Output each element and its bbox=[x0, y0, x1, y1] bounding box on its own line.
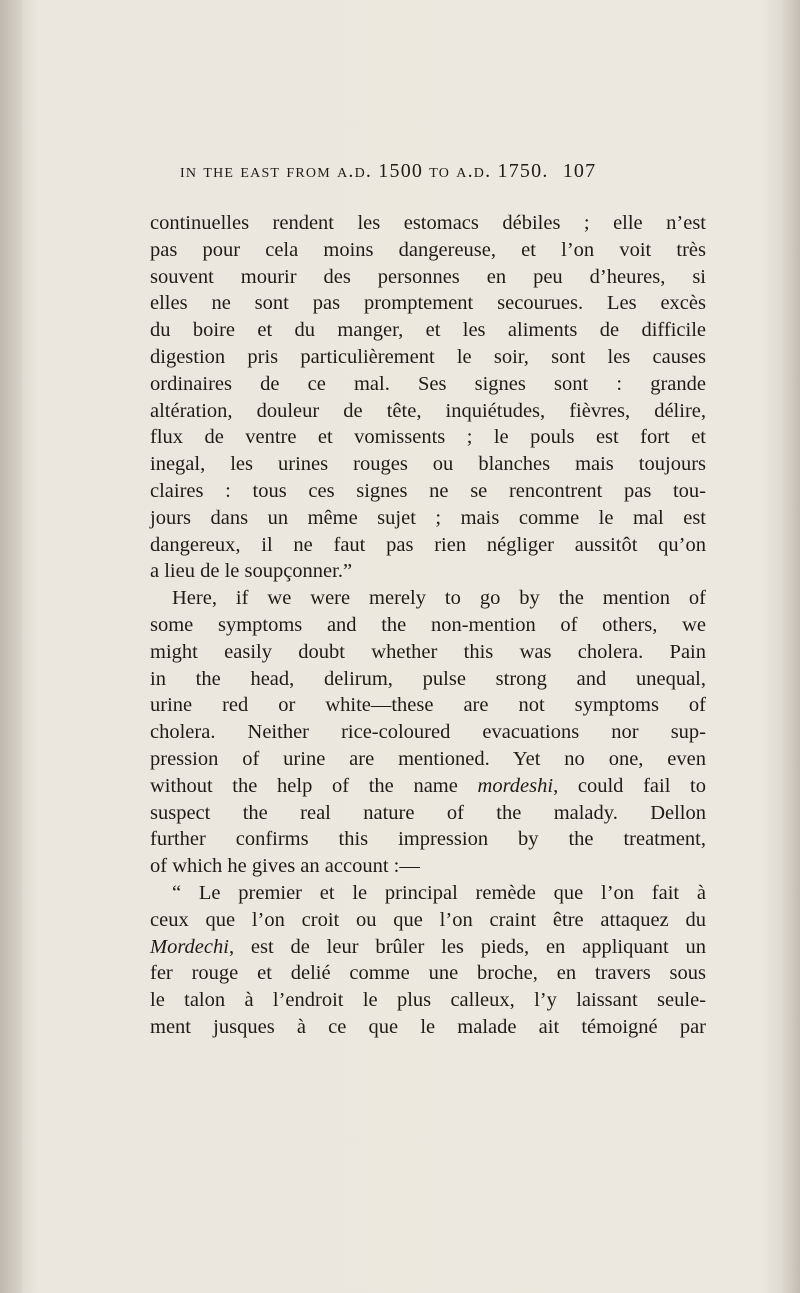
text-line: souvent mourir des personnes en peu d’heures, si bbox=[150, 265, 706, 288]
text-line: digestion pris particulièrement le soir, sont les causes bbox=[150, 345, 706, 368]
text-line: might easily doubt whether this was cholera. Pain bbox=[150, 640, 706, 663]
text-line: fer rouge et delié comme une broche, en travers sous bbox=[150, 962, 706, 985]
text-line: a lieu de le soupçonner.” bbox=[150, 560, 353, 583]
text-line: suspect the real nature of the malady. Dellon bbox=[150, 801, 706, 824]
text-line: ceux que l’on croit ou que l’on craint être attaquez du bbox=[150, 908, 706, 931]
text-line: pas pour cela moins dangereuse, et l’on voit très bbox=[150, 238, 706, 261]
text-line: Here, if we were merely to go by the mention of bbox=[172, 587, 706, 610]
running-head-title: in the east from a.d. 1500 to a.d. 1750. bbox=[180, 160, 549, 182]
text-line: further confirms this impression by the treatment, bbox=[150, 828, 706, 851]
page-gutter-left bbox=[0, 0, 22, 1293]
text-line: continuelles rendent les estomacs débiles ; elle n’est bbox=[150, 212, 706, 234]
text-line: urine red or white—these are not symptoms of bbox=[150, 694, 706, 717]
text-line: du boire et du manger, et les aliments de difficile bbox=[150, 319, 706, 342]
body-text bbox=[150, 210, 706, 1041]
text-line: Mordechi, est de leur brûler les pieds, en appliquant un bbox=[150, 935, 706, 958]
page-edge-right bbox=[782, 0, 800, 1293]
text-line: jours dans un même sujet ; mais comme le mal est bbox=[150, 506, 706, 529]
text-line: ment jusques à ce que le malade ait témoigné par bbox=[150, 1015, 706, 1038]
text-line: ordinaires de ce mal. Ses signes sont : grande bbox=[150, 372, 706, 395]
text-line: cholera. Neither rice-coloured evacuations nor sup- bbox=[150, 721, 706, 744]
text-line: some symptoms and the non-mention of others, we bbox=[150, 613, 706, 636]
running-head bbox=[180, 160, 700, 183]
text-line: inegal, les urines rouges ou blanches mais toujours bbox=[150, 453, 706, 476]
text-line: elles ne sont pas promptement secourues. Les excès bbox=[150, 292, 706, 315]
text-line: of which he gives an account :— bbox=[150, 855, 420, 878]
text-line: flux de ventre et vomissents ; le pouls est fort et bbox=[150, 426, 706, 449]
text-line: altération, douleur de tête, inquiétudes, fièvres, délire, bbox=[150, 399, 706, 422]
text-line: in the head, delirum, pulse strong and unequal, bbox=[150, 667, 706, 690]
text-line: dangereux, il ne faut pas rien négliger aussitôt qu’on bbox=[150, 533, 706, 556]
text-line: pression of urine are mentioned. Yet no one, even bbox=[150, 747, 706, 770]
page-number: 107 bbox=[562, 160, 597, 182]
text-line: claires : tous ces signes ne se rencontrent pas tou- bbox=[150, 479, 706, 502]
text-line: “ Le premier et le principal remède que l’on fait à bbox=[172, 881, 706, 904]
text-line: le talon à l’endroit le plus calleux, l’y laissant seule- bbox=[150, 989, 706, 1012]
text-line: without the help of the name mordeshi, could fail to bbox=[150, 774, 706, 797]
